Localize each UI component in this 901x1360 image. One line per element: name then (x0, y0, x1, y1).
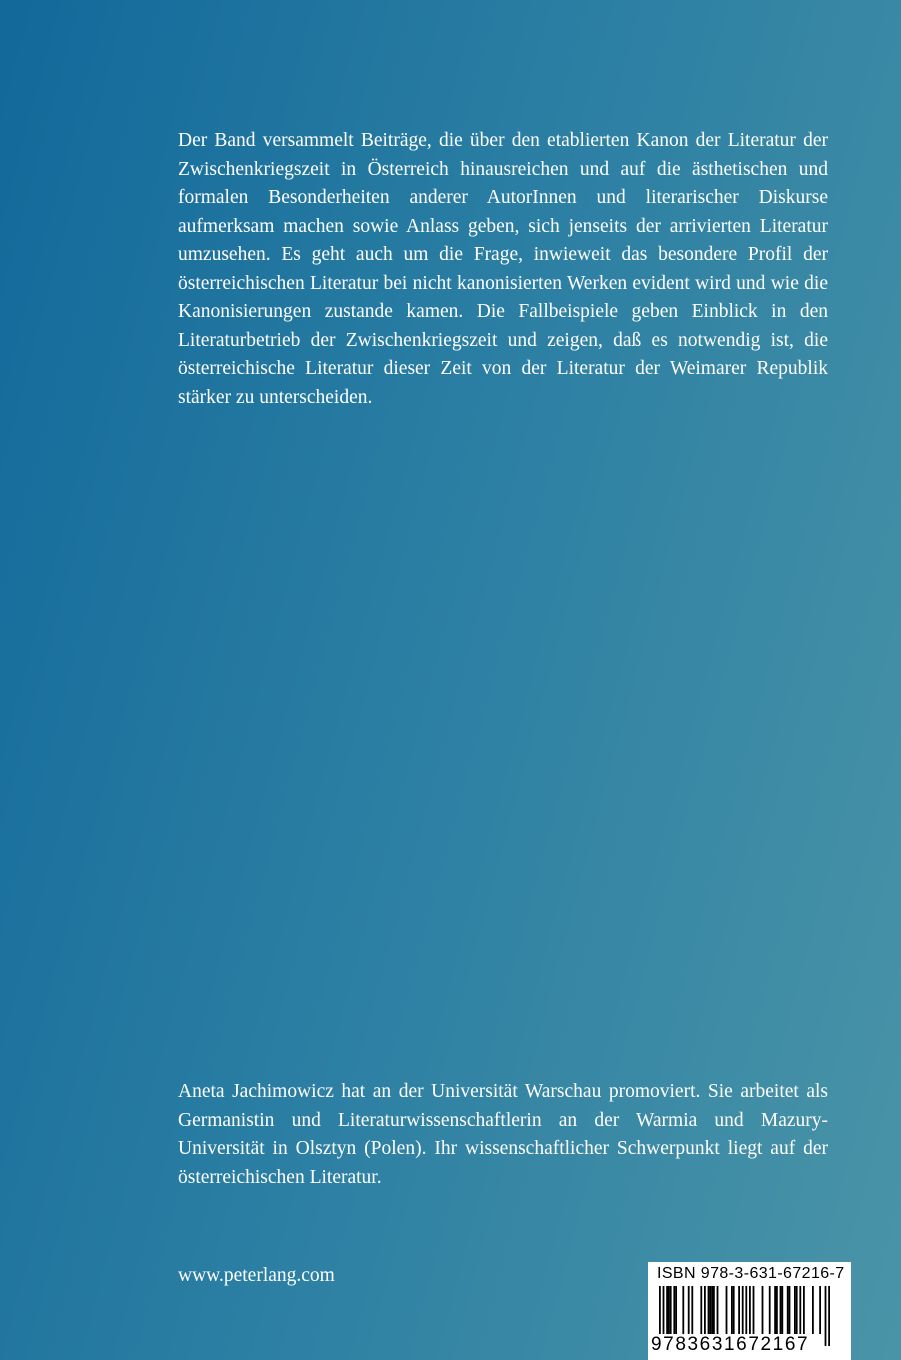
barcode-digits (650, 1334, 849, 1356)
barcode-bar (704, 1286, 706, 1334)
barcode-bar (673, 1286, 675, 1334)
barcode-bar (799, 1286, 801, 1334)
barcode-bar (691, 1286, 693, 1334)
publisher-website: www.peterlang.com (178, 1265, 335, 1286)
barcode-bar (812, 1286, 814, 1334)
barcode-bar (675, 1286, 677, 1334)
barcode-bar (726, 1286, 728, 1334)
barcode-bar (787, 1286, 789, 1334)
isbn-label: ISBN 978-3-631-67216-7 (657, 1265, 845, 1282)
barcode-bar (776, 1286, 778, 1334)
barcode-bar (769, 1286, 771, 1334)
barcode-bar (708, 1286, 710, 1334)
barcode-bar (713, 1286, 715, 1334)
barcode-bar (781, 1286, 783, 1334)
barcode-bar (670, 1286, 672, 1334)
barcode-bar (668, 1286, 670, 1334)
book-description: Der Band versammelt Beiträge, die über den etablierten Kanon der Literatur der Zwischenkriegszeit in Österreich hinausreichen und auf die ästhetischen und formalen Besonderheiten anderer AutorInnen und literarischer Diskurse aufmerksam machen sowie Anlass geben, sich jenseits der arrivierten Literatur umzusehen. Es geht auch um die Frage, inwieweit das besondere Profil der österreichischen Literatur bei nicht kanonisierten Werken evident wird und wie die Kanonisierungen zustande kamen. Die Fallbeispiele geben Einblick in den Literaturbetrieb der Zwischenkriegszeit und zeigen, daß es notwendig ist, die österreichische Literatur dieser Zeit von der Literatur der Weimarer Republik stärker zu unterscheiden. (178, 130, 828, 408)
barcode-bar (682, 1286, 684, 1334)
barcode-bar (700, 1286, 702, 1334)
barcode-bar (731, 1286, 733, 1334)
barcode-bar (717, 1286, 719, 1334)
barcode-bar (789, 1286, 791, 1334)
author-biography: Aneta Jachimowicz hat an der Universität Warschau promoviert. Sie arbeitet als Germanistin und Literaturwissenschaftlerin an der Warmia und Mazury-Universität in Olsztyn (Polen). Ihr wissenschaftlicher Schwerpunkt liegt auf der österreichischen Literatur. (178, 1081, 828, 1188)
barcode-bar (780, 1286, 782, 1334)
barcode-number: 9783631672167 (651, 1334, 810, 1355)
barcode-bar (688, 1286, 690, 1334)
isbn-barcode (648, 1262, 851, 1360)
barcode-bar (794, 1286, 796, 1334)
barcode-bar (738, 1286, 740, 1334)
barcode-bar (733, 1286, 735, 1334)
barcode-bar (753, 1286, 755, 1334)
barcode-bar (762, 1286, 764, 1334)
barcode-bar (819, 1286, 821, 1334)
barcode-bar (774, 1286, 776, 1334)
barcode-bar (666, 1286, 668, 1334)
barcode-bar (711, 1286, 713, 1334)
barcode-bar (803, 1286, 805, 1334)
barcode-bar (709, 1286, 711, 1334)
barcode-bar (749, 1286, 751, 1334)
barcode-bar (796, 1286, 798, 1334)
